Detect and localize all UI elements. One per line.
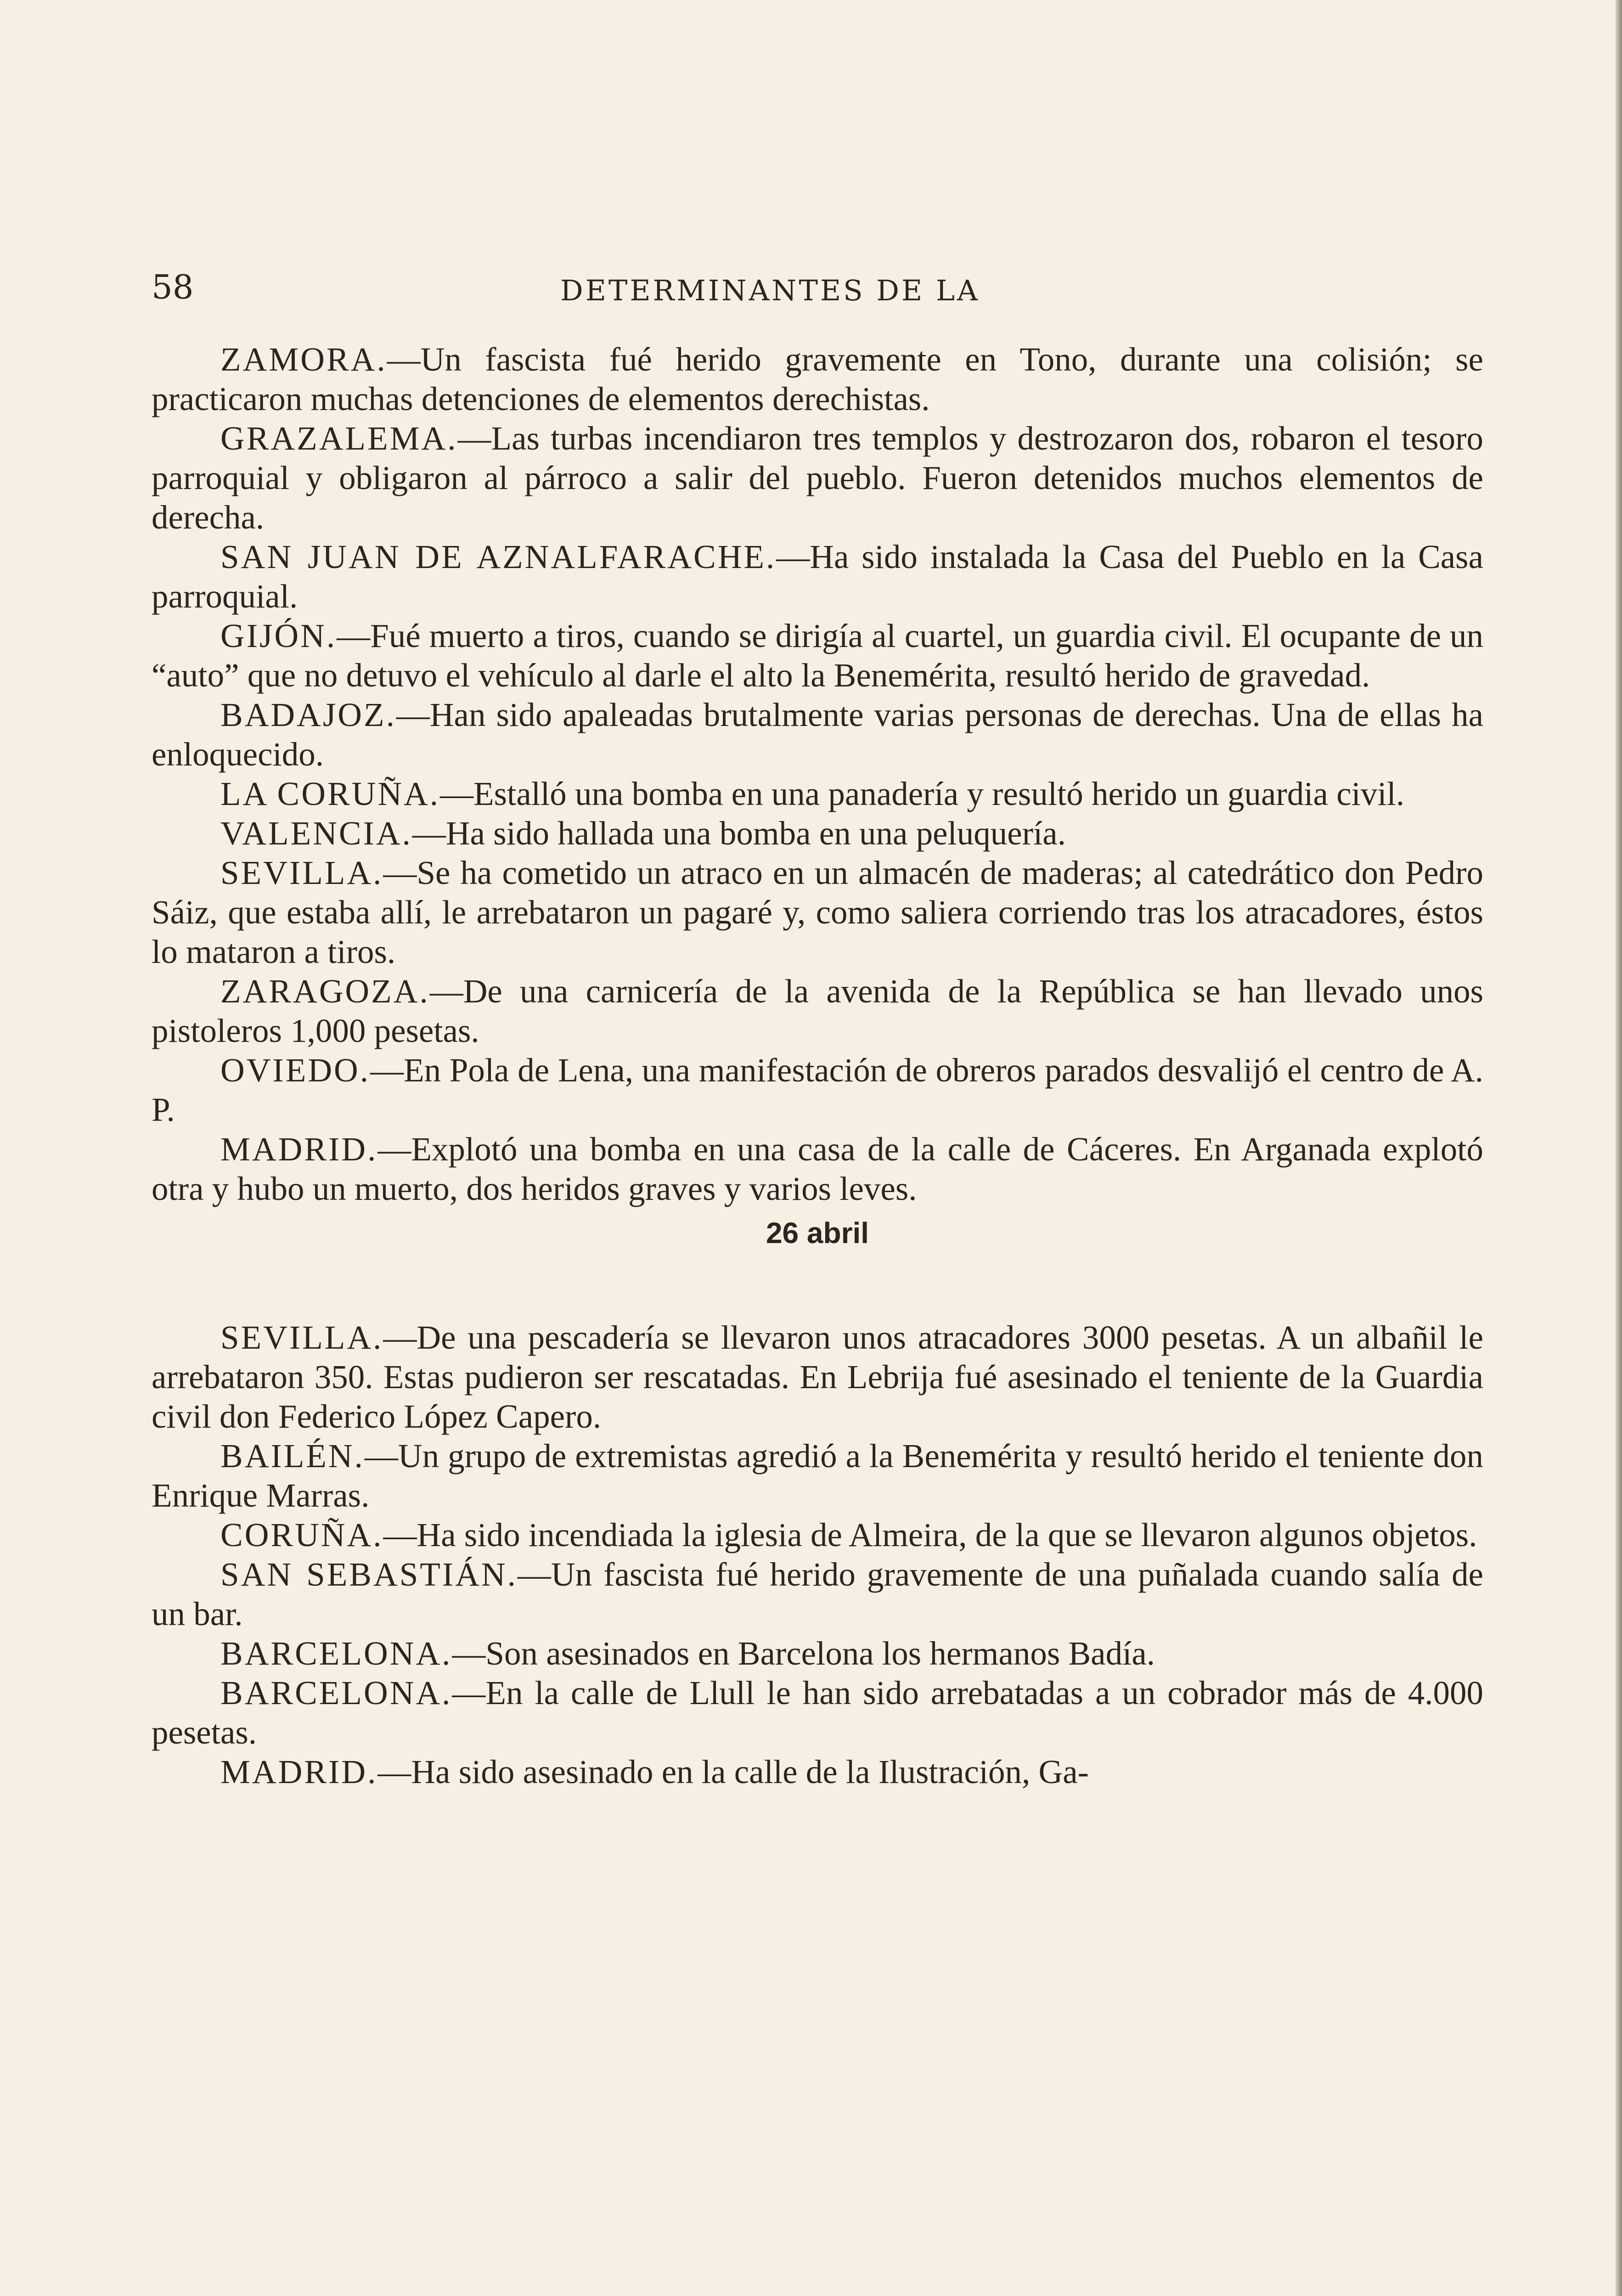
news-entry bbox=[152, 1318, 1483, 1436]
news-entry bbox=[152, 419, 1483, 537]
entry-text: —Estalló una bomba en una panadería y resultó herido un guardia civil. bbox=[440, 775, 1405, 812]
news-entry bbox=[152, 814, 1483, 853]
entry-text: —Se ha cometido un atraco en un almacén de maderas; al catedrático don Pedro Sáiz, que estaba allí, le arrebataron un pagaré y, como saliera corriendo tras los atracadores, éstos lo mataron a tiros. bbox=[152, 854, 1483, 970]
entry-place: SEVILLA. bbox=[220, 1319, 383, 1356]
entry-place: GIJÓN. bbox=[220, 617, 337, 654]
entry-text: —Un grupo de extremistas agredió a la Benemérita y resultó herido el teniente don Enrique Marras. bbox=[152, 1437, 1483, 1514]
entry-text: —Ha sido instalada la Casa del Pueblo en la Casa parroquial. bbox=[152, 538, 1483, 615]
news-entry bbox=[152, 1752, 1483, 1792]
entry-text: —En la calle de Llull le han sido arrebatadas a un cobrador más de 4.000 pesetas. bbox=[152, 1674, 1483, 1751]
news-entry bbox=[152, 1130, 1483, 1209]
entry-text: —Un fascista fué herido gravemente en Tono, durante una colisión; se practicaron muchas detenciones de elementos derechistas. bbox=[152, 341, 1483, 417]
entry-text: —Explotó una bomba en una casa de la calle de Cáceres. En Arganada explotó otra y hubo un muerto, dos heridos graves y varios leves. bbox=[152, 1131, 1483, 1207]
news-entry bbox=[152, 695, 1483, 774]
entry-place: SAN JUAN DE AZNALFARACHE. bbox=[220, 538, 777, 575]
entry-text: —Ha sido incendiada la iglesia de Almeira, de la que se llevaron algunos objetos. bbox=[383, 1516, 1477, 1553]
news-entry bbox=[152, 774, 1483, 814]
entry-place: SEVILLA. bbox=[220, 854, 383, 891]
entry-text: —Fué muerto a tiros, cuando se dirigía al cuartel, un guardia civil. El ocupante de un “auto” que no detuvo el vehículo al darle el alto la Benemérita, resultó herido de gravedad. bbox=[152, 617, 1483, 694]
page-header bbox=[152, 264, 1483, 319]
date-heading: 26 abril bbox=[766, 1216, 869, 1249]
entry-text: —Las turbas incendiaron tres templos y destrozaron dos, robaron el tesoro parroquial y obligaron al párroco a salir del pueblo. Fueron detenidos muchos elementos de derecha. bbox=[152, 420, 1483, 536]
news-entry bbox=[152, 1436, 1483, 1515]
entry-place: OVIEDO. bbox=[220, 1052, 371, 1089]
entry-place: CORUÑA. bbox=[220, 1516, 383, 1553]
entry-text: —De una pescadería se llevaron unos atracadores 3000 pesetas. A un albañil le arrebataron 350. Estas pudieron ser rescatadas. En Lebrija fué asesinado el teniente de la Guardia civil don Federico López Capero. bbox=[152, 1319, 1483, 1435]
entry-place: BARCELONA. bbox=[220, 1674, 452, 1711]
entry-place: SAN SEBASTIÁN. bbox=[220, 1556, 518, 1593]
entry-place: BADAJOZ. bbox=[220, 696, 396, 733]
news-entry bbox=[152, 853, 1483, 972]
news-entry bbox=[152, 340, 1483, 419]
entry-text: —Ha sido asesinado en la calle de la Ilustración, Ga- bbox=[377, 1753, 1089, 1790]
entry-text: —De una carnicería de la avenida de la República se han llevado unos pistoleros 1,000 pesetas. bbox=[152, 973, 1483, 1049]
news-entry bbox=[152, 1634, 1483, 1673]
entry-place: LA CORUÑA. bbox=[220, 775, 440, 812]
news-entry bbox=[152, 616, 1483, 695]
entry-text: —Han sido apaleadas brutalmente varias personas de derechas. Una de ellas ha enloquecido. bbox=[152, 696, 1483, 773]
entry-place: VALENCIA. bbox=[220, 815, 412, 852]
news-entry bbox=[152, 1673, 1483, 1752]
entry-place: BARCELONA. bbox=[220, 1635, 452, 1672]
entry-text: —Un fascista fué herido gravemente de una puñalada cuando salía de un bar. bbox=[152, 1556, 1483, 1632]
entry-text: —En Pola de Lena, una manifestación de obreros parados desvalijó el centro de A. P. bbox=[152, 1052, 1483, 1128]
entry-place: GRAZALEMA. bbox=[220, 420, 458, 457]
entry-place: BAILÉN. bbox=[220, 1437, 365, 1474]
page-number: 58 bbox=[152, 268, 194, 306]
entry-place: MADRID. bbox=[220, 1753, 378, 1790]
body-text bbox=[152, 340, 1483, 1792]
news-entry bbox=[152, 1051, 1483, 1130]
news-entry bbox=[152, 972, 1483, 1051]
running-head: DETERMINANTES DE LA bbox=[560, 274, 980, 307]
entries-before bbox=[152, 340, 1483, 1209]
entry-place: MADRID. bbox=[220, 1131, 378, 1168]
entries-after bbox=[152, 1318, 1483, 1792]
entry-place: ZAMORA. bbox=[220, 341, 387, 378]
entry-place: ZARAGOZA. bbox=[220, 973, 430, 1010]
entry-text: —Ha sido hallada una bomba en una peluquería. bbox=[412, 815, 1066, 852]
news-entry bbox=[152, 1515, 1483, 1555]
entry-text: —Son asesinados en Barcelona los hermanos Badía. bbox=[452, 1635, 1155, 1672]
news-entry bbox=[152, 1555, 1483, 1634]
page-edge-shadow bbox=[1616, 0, 1622, 2296]
news-entry bbox=[152, 537, 1483, 616]
